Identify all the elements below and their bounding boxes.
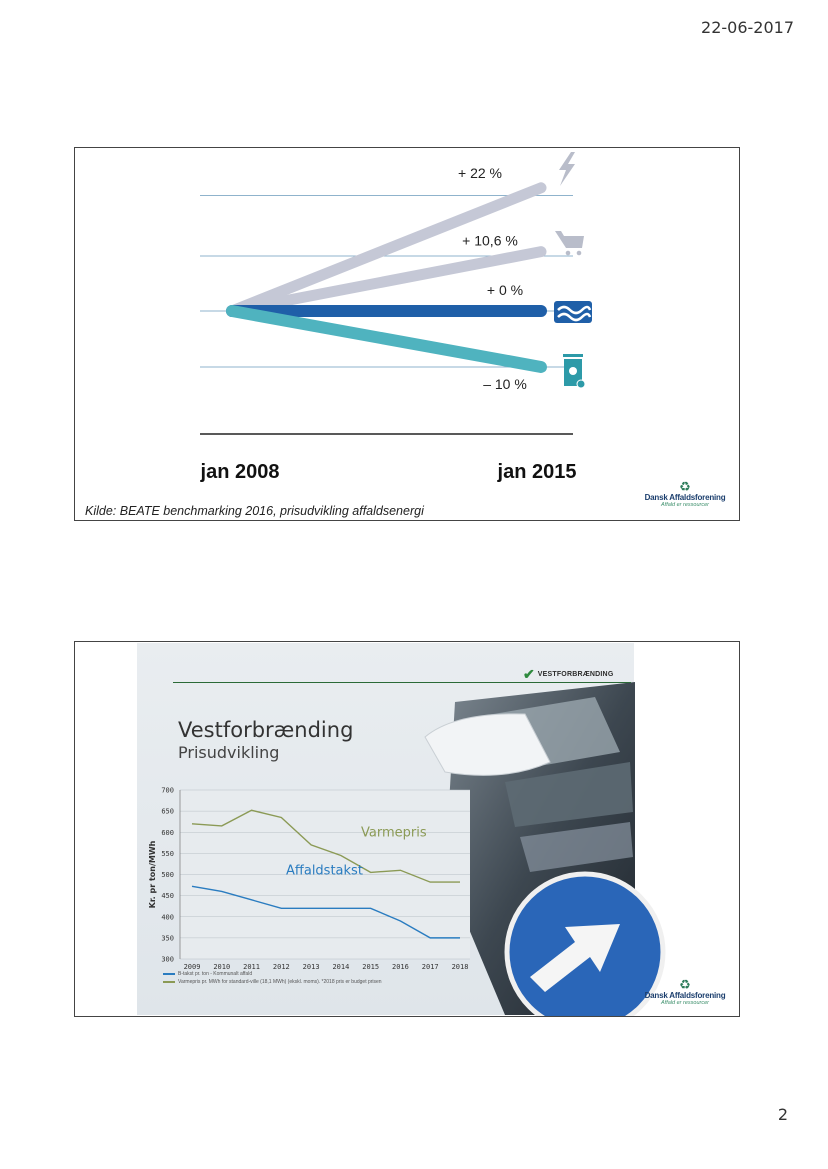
slide-price-development bbox=[74, 147, 740, 521]
x-tick-label: 2014 bbox=[332, 963, 350, 971]
x-tick-label: 2016 bbox=[392, 963, 409, 971]
x-tick-label: 2009 bbox=[183, 963, 201, 971]
x-tick-label: 2013 bbox=[302, 963, 320, 971]
recycle-logo-icon-2: ♻ bbox=[679, 977, 691, 992]
shopping-cart-icon bbox=[555, 231, 584, 255]
dansk-affaldsforening-logo-2: ♻ Dansk Affaldsforening Affald er ressourcer bbox=[635, 979, 735, 1006]
series-line bbox=[232, 311, 541, 367]
x-tick-label: 2011 bbox=[243, 963, 260, 971]
y-tick-label: 600 bbox=[161, 828, 174, 837]
heating-waves-icon bbox=[554, 301, 592, 323]
series-value-label: – 10 % bbox=[483, 376, 527, 392]
x-tick-label: 2010 bbox=[213, 963, 231, 971]
price-change-chart bbox=[75, 148, 739, 498]
y-tick-label: 650 bbox=[161, 807, 174, 816]
source-caption: Kilde: BEATE benchmarking 2016, prisudvikling affaldsenergi bbox=[85, 504, 424, 518]
x-tick-label: jan 2015 bbox=[497, 461, 577, 483]
x-tick-label: 2012 bbox=[272, 963, 290, 971]
series-value-label: + 0 % bbox=[486, 282, 524, 298]
legend-item-varmepris: Varmepris pr. MWh for standard-ville (18,1 MWh) (ekskl. moms). *2018 pris er budget prisen bbox=[163, 978, 382, 986]
chart-legend bbox=[163, 970, 382, 986]
waste-bin-icon bbox=[563, 354, 585, 388]
series-name-label: Varmepris bbox=[361, 825, 427, 841]
series-name-label: Affaldstakst bbox=[286, 863, 363, 879]
x-tick-label: 2015 bbox=[362, 963, 380, 971]
x-tick-label: jan 2008 bbox=[200, 461, 280, 483]
series-value-label: + 22 % bbox=[458, 164, 502, 181]
prisudvikling-chart bbox=[139, 776, 499, 976]
slide-subtitle: Prisudvikling bbox=[178, 743, 280, 762]
slide-vestforbraending bbox=[74, 641, 740, 1017]
brand-logo: ✔ VESTFORBRÆNDING bbox=[523, 666, 614, 682]
y-axis-title: Kr. pr ton/MWh bbox=[148, 840, 157, 909]
y-tick-label: 300 bbox=[161, 955, 174, 964]
legend-item-affaldstakst: B-takst pr. ton - Kommunalt affald bbox=[163, 970, 382, 978]
lightning-icon bbox=[559, 152, 575, 186]
slide-title: Vestforbrænding bbox=[178, 718, 354, 742]
y-tick-label: 500 bbox=[161, 871, 174, 879]
y-tick-label: 550 bbox=[161, 849, 174, 858]
brand-check-icon: ✔ bbox=[523, 666, 535, 682]
dansk-affaldsforening-logo: ♻ Dansk Affaldsforening Affald er ressourcer bbox=[635, 481, 735, 508]
page-date: 22-06-2017 bbox=[701, 18, 794, 37]
y-tick-label: 400 bbox=[161, 913, 174, 922]
recycle-logo-icon: ♻ bbox=[679, 479, 691, 494]
brand-divider bbox=[173, 682, 631, 683]
series-value-label: + 10,6 % bbox=[462, 232, 518, 249]
y-tick-label: 450 bbox=[161, 892, 174, 901]
page-number: 2 bbox=[777, 1105, 788, 1124]
y-tick-label: 350 bbox=[161, 934, 174, 943]
y-tick-label: 700 bbox=[161, 786, 174, 795]
x-tick-label: 2017 bbox=[421, 963, 439, 971]
x-tick-label: 2018 bbox=[451, 963, 469, 971]
